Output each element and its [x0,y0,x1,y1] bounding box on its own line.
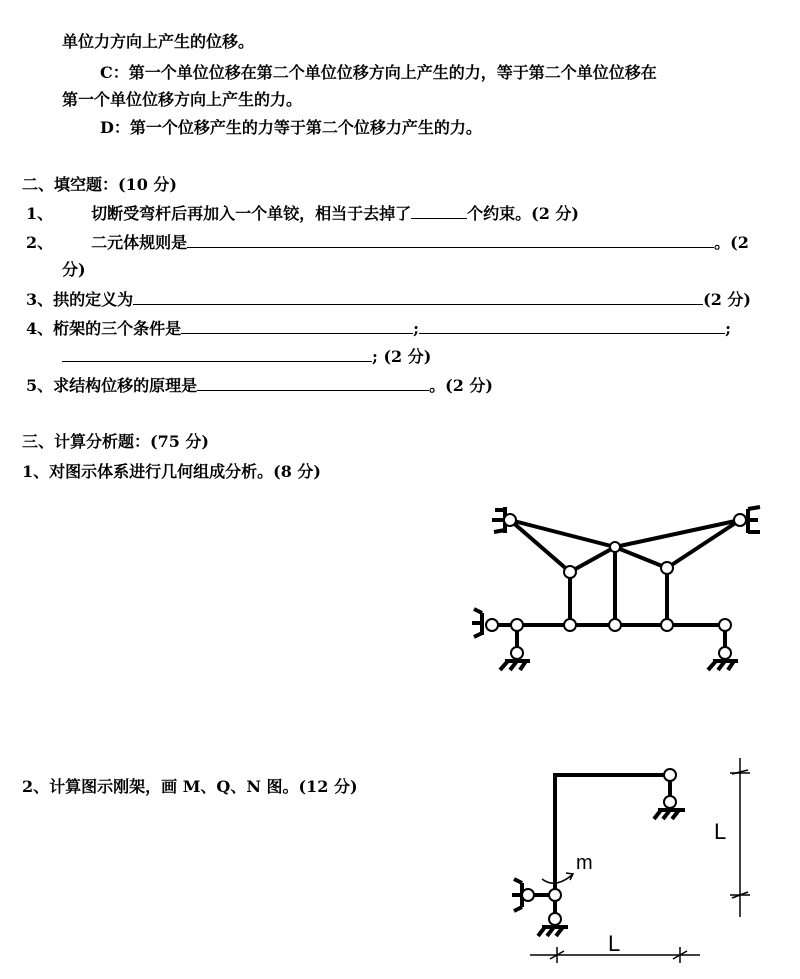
ground-support-icon [538,927,568,936]
q4-blank-2[interactable] [419,318,725,334]
wall-support-icon [472,609,482,637]
member [570,547,615,572]
fill-q1 [26,203,579,224]
ground-support-icon [500,661,530,670]
section2-heading: 二、填空题：(10 分) [22,175,177,194]
option-d-text: ：第一个位移产生的力等于第二个位移力产生的力。 [113,118,482,137]
q4-blank-1[interactable] [181,318,413,334]
wall-support-icon [748,507,760,533]
q5-number: 5、 [26,376,54,395]
hinge-node [564,566,576,578]
hinge-node [664,796,676,808]
option-c-text: ：第一个单位位移在第二个单位位移方向上产生的力，等于第二个单位位移在 [112,63,657,82]
hinge-node [609,619,621,631]
hinge-node [486,619,498,631]
problem-2: 2、计算图示刚架，画 M、Q、N 图。(12 分) [22,777,358,796]
choice-line-1: 单位力方向上产生的位移。 [62,32,255,51]
member [615,547,667,568]
hinge-node [719,647,731,659]
q5-text: 求结构位移的原理是 [53,376,198,395]
hinge-node [719,619,731,631]
q1-after: 个约束。(2 分) [467,204,580,223]
q1-text: 切断受弯杆后再加入一个单铰，相当于去掉了 [91,204,412,223]
problem-1: 1、对图示体系进行几何组成分析。(8 分) [22,462,321,481]
ground-support-icon [708,661,738,670]
fill-q3 [26,289,751,310]
option-d-label: D [100,118,114,137]
hinge-node [511,647,523,659]
hinge-node [549,889,561,901]
width-label: L [608,931,621,956]
q3-number: 3、 [26,290,54,309]
option-c-continued: 第一个单位位移方向上产生的力。 [62,90,303,109]
q1-number: 1、 [26,204,54,223]
hinge-node [504,514,516,526]
q4-sep-2: ; [725,319,731,338]
q4-text: 桁架的三个条件是 [53,319,182,338]
option-d [100,118,482,138]
q1-blank[interactable] [411,203,467,219]
q3-blank[interactable] [133,289,703,305]
wall-support-icon [512,879,522,911]
section3-heading: 三、计算分析题：(75 分) [22,432,209,451]
hinge-node [664,769,676,781]
q2-number: 2、 [26,233,54,252]
figure-2-frame [480,755,780,975]
height-label: L [714,819,727,844]
q3-after: (2 分) [703,290,752,309]
q4-number: 4、 [26,319,54,338]
hinge-node [661,562,673,574]
hinge-node [564,619,576,631]
q2-blank[interactable] [187,232,714,248]
fill-q5 [26,375,493,396]
hinge-node [511,619,523,631]
hinge-node [522,889,534,901]
hinge-node [549,913,561,925]
q4-after: ; (2 分) [372,347,432,366]
q5-after: 。(2 分) [429,376,494,395]
option-c [100,63,657,83]
q2-wrap: 分) [62,260,86,279]
hinge-node [661,619,673,631]
q2-after: 。(2 [714,233,749,252]
q4-blank-3[interactable] [62,346,372,362]
hinge-node [610,542,620,552]
option-c-label: C [100,63,113,82]
ground-support-icon [654,810,685,819]
fill-q2 [26,232,749,253]
hinge-node [734,514,746,526]
q3-text: 拱的定义为 [53,290,134,309]
fill-q4 [26,318,731,339]
figure-1-truss [460,495,780,685]
q5-blank[interactable] [197,375,429,391]
moment-label: m [576,852,593,874]
fill-q4-cont [62,346,431,367]
q2-text: 二元体规则是 [91,233,188,252]
q4-sep-1: ; [413,319,420,338]
